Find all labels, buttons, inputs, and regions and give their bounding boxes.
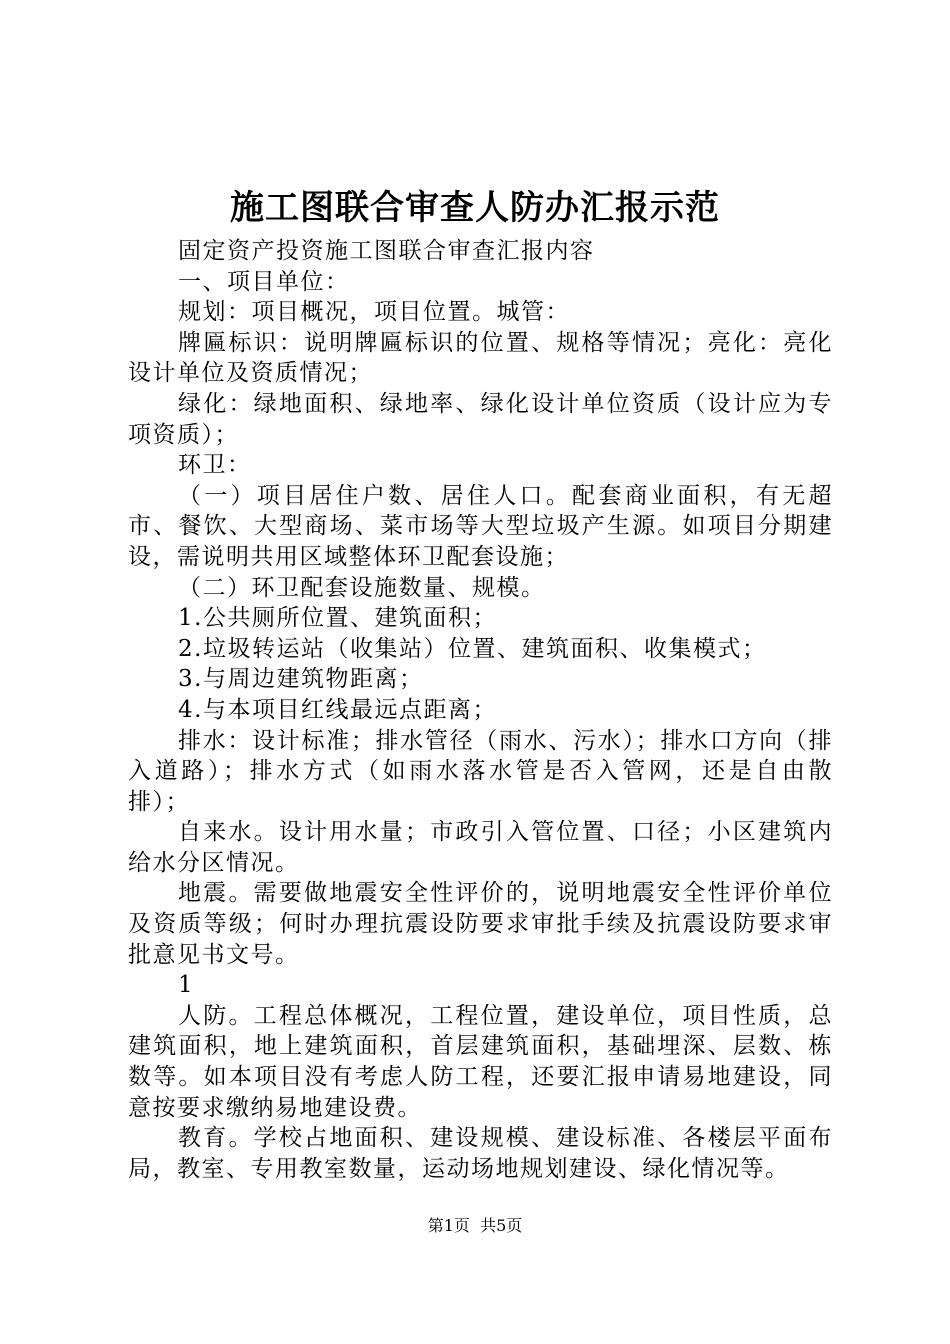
paragraph: 人防。工程总体概况，工程位置，建设单位，项目性质，总建筑面积，地上建筑面积，首层建筑面积，基础埋深、层数、栋数等。如本项目没有考虑人防工程，还要汇报申请易地建设，同意按要求缴纳易地建设费。	[128, 1002, 833, 1121]
document-title: 施工图联合审查人防办汇报示范	[230, 188, 720, 228]
paragraph: 环卫：	[178, 452, 252, 479]
paragraph: 牌匾标识：说明牌匾标识的位置、规格等情况；亮化：亮化设计单位及资质情况；	[128, 329, 833, 387]
paragraph: 教育。学校占地面积、建设规模、建设标准、各楼层平面布局，教室、专用教室数量，运动场地规划建设、绿化情况等。	[128, 1125, 833, 1182]
paragraph: 1.公共厕所位置、建筑面积；	[178, 605, 497, 632]
document-body	[128, 236, 833, 1184]
paragraph: 4.与本项目红线最远点距离；	[178, 696, 497, 723]
paragraph: 规划：项目概况，项目位置。城管：	[178, 299, 570, 326]
paragraph: 3.与周边建筑物距离；	[178, 666, 424, 693]
paragraph: 自来水。设计用水量；市政引入管位置、口径；小区建筑内给水分区情况。	[128, 819, 833, 876]
page-number: 第1页	[427, 1216, 470, 1235]
paragraph: 固定资产投资施工图联合审查汇报内容	[178, 238, 595, 264]
page-footer	[0, 1214, 950, 1238]
paragraph: 排水：设计标准；排水管径（雨水、污水）；排水口方向（排入道路）；排水方式（如雨水落水管是否入管网，还是自由散排）；	[128, 727, 833, 815]
inline-page-number: 1	[178, 972, 195, 999]
paragraph: （二）环卫配套设施数量、规模。	[178, 574, 546, 601]
paragraph: 绿化：绿地面积、绿地率、绿化设计单位资质（设计应为专项资质）；	[128, 390, 833, 448]
paragraph: （一）项目居住户数、居住人口。配套商业面积，有无超市、餐饮、大型商场、菜市场等大型垃圾产生源。如项目分期建设，需说明共用区域整体环卫配套设施；	[128, 482, 833, 570]
paragraph: 2.垃圾转运站（收集站）位置、建筑面积、收集模式；	[178, 635, 767, 662]
paragraph: 地震。需要做地震安全性评价的，说明地震安全性评价单位及资质等级；何时办理抗震设防要求审批手续及抗震设防要求审批意见书文号。	[128, 880, 833, 968]
paragraph: 一、项目单位：	[178, 268, 350, 295]
page-total: 共5页	[480, 1216, 523, 1235]
